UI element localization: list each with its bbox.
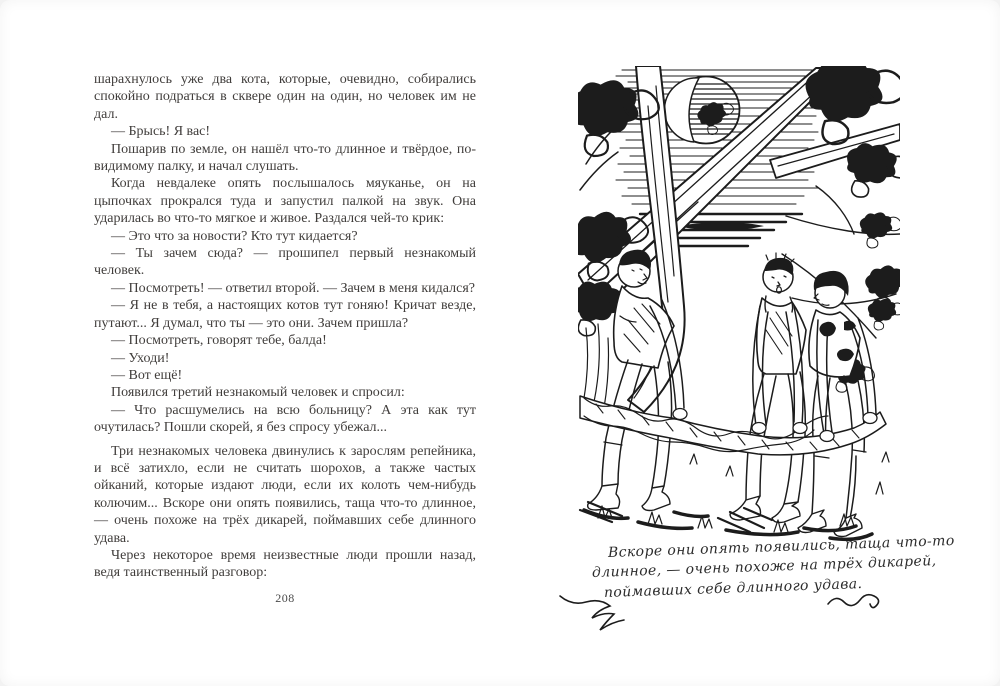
right-page <box>500 0 1000 686</box>
paragraph: — Что расшумелись на всю больницу? А эта как тут очутилась? Пошли скорей, я без спросу убежал... <box>94 402 476 436</box>
paragraph: Пошарив по земле, он нашёл что-то длинное и твёрдое, по-видимому палку, и начал слушать. <box>94 141 476 175</box>
paragraph: — Посмотреть! — ответил второй. — Зачем в меня кидался? <box>111 280 475 296</box>
squiggle-left-icon <box>556 588 636 632</box>
page-number: 208 <box>275 591 295 605</box>
caption-line: поймавших себе длинного удава. <box>603 575 863 601</box>
squiggle-right-icon <box>826 586 882 614</box>
boy-right <box>798 271 876 537</box>
text-column <box>94 71 476 582</box>
illustration-drawing <box>578 66 900 544</box>
paragraph: — Это что за новости? Кто тут кидается? <box>111 228 358 244</box>
paragraph: — Вот ещё! <box>111 367 183 383</box>
illustration <box>578 66 900 544</box>
paragraph: шарахнулось уже два кота, которые, очевидно, собирались спокойно подраться в сквере один на один, но человек им не дал. <box>94 72 476 122</box>
paragraph: — Ты зачем сюда? — прошипел первый незнакомый человек. <box>94 246 476 279</box>
carried-snake-like-bundle <box>580 396 886 455</box>
paragraph: — Уходи! <box>111 350 170 366</box>
paragraph: — Я не в тебя, а настоящих котов тут гоняю! Кричат везде, путают... Я думал, что ты — это они. Зачем пришла? <box>94 298 476 331</box>
paragraph: — Брысь! Я вас! <box>111 124 211 140</box>
caption-line: Вскоре они опять появились, таща что-то <box>607 532 955 561</box>
paragraph: — Посмотреть, говорят тебе, балда! <box>111 333 327 349</box>
paragraph: Появился третий незнакомый человек и спросил: <box>111 385 405 401</box>
paragraph: Когда невдалеке опять послышалось мяуканье, он на цыпочках прокрался туда и запустил палкой на звук. Она ударилась во что-то мягкое и живое. Раздался чей-то крик: <box>94 176 476 227</box>
paragraph: Три незнакомых человека двинулись к зарослям репейника, и всё затихло, если не считать шорохов, а также частых ойканий, которые издают люди, если их колоть чем-нибудь колючим... Вскоре они опять появились, таща что-то длинное, — очень похоже на трёх дикарей, поймавших себе длинного удава. <box>94 443 476 546</box>
paragraph: Через некоторое время неизвестные люди прошли назад, ведя таинственный разговор: <box>94 547 476 581</box>
caption-line: длинное, — очень похоже на трёх дикарей, <box>591 552 937 581</box>
boy-middle <box>730 253 806 523</box>
